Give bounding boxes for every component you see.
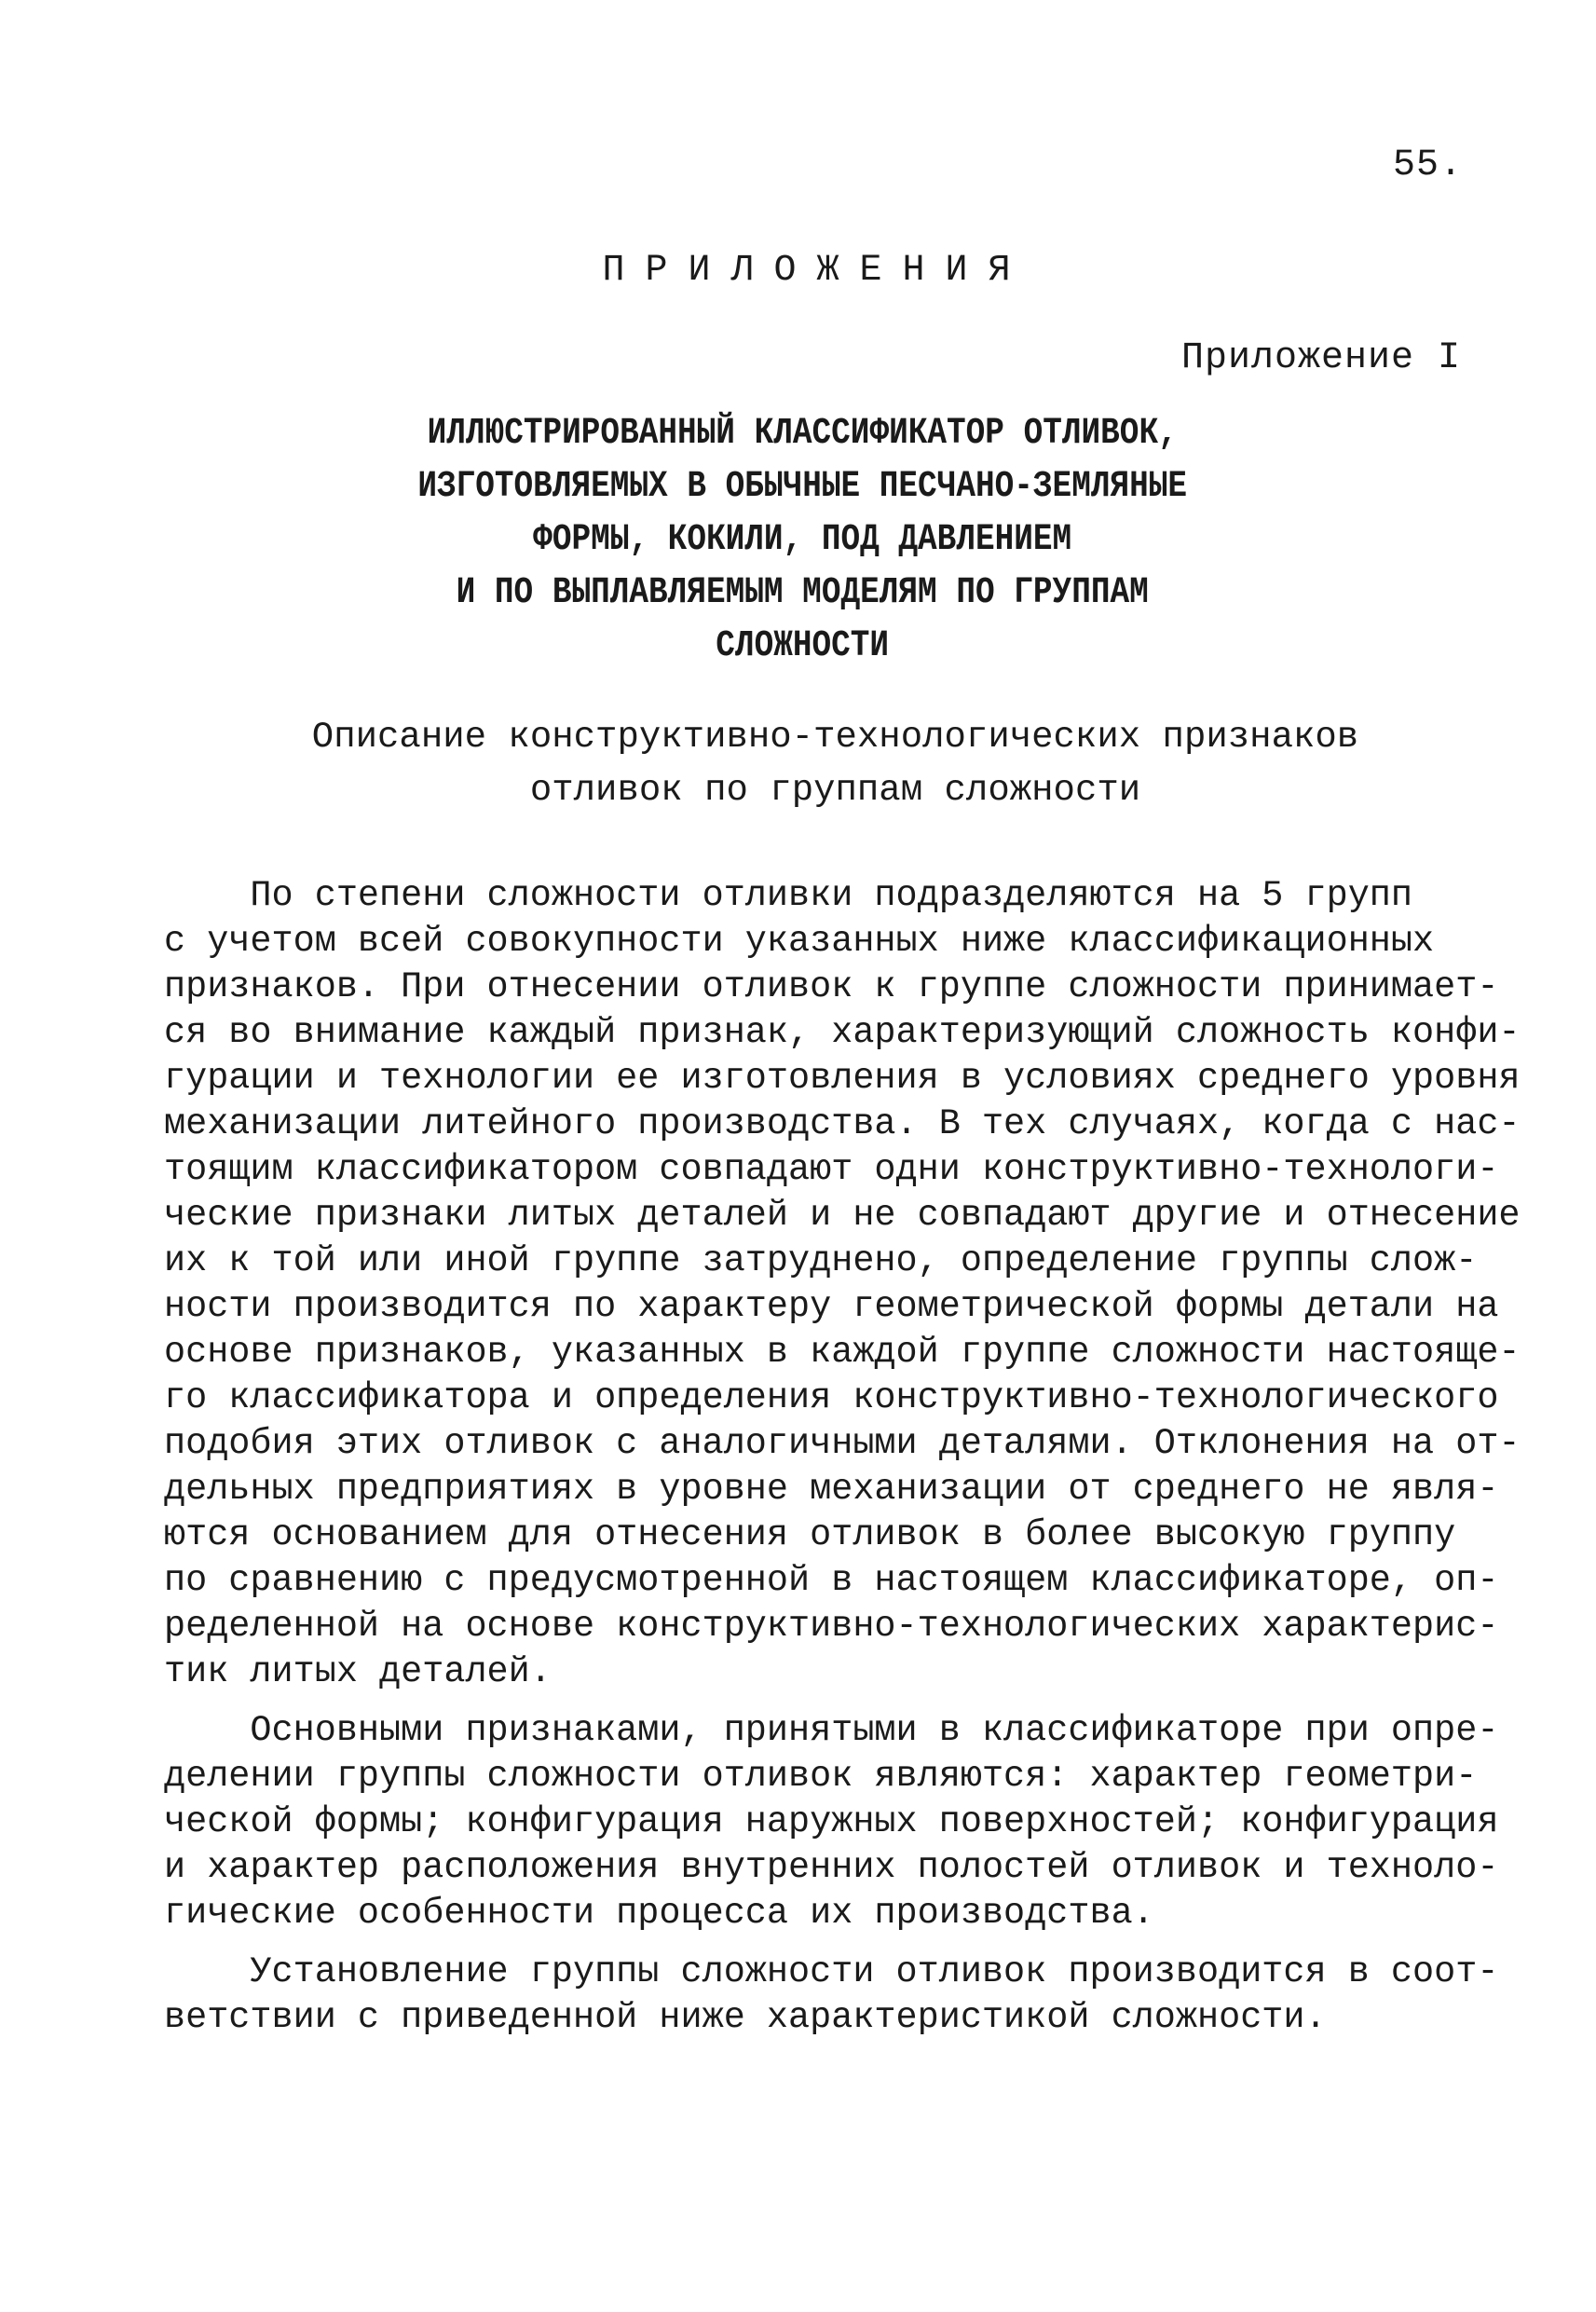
paragraph	[164, 1708, 1499, 1936]
text-line: ся во внимание каждый признак, характеризующий сложность конфи-	[164, 1012, 1521, 1053]
paragraph-gap	[164, 1936, 1496, 1949]
heading-line: СЛОЖНОСТИ	[716, 625, 890, 667]
text-line: тик литых деталей.	[164, 1651, 552, 1692]
text-line: по сравнению с предусмотренной в настоящем классификаторе, оп-	[164, 1560, 1499, 1601]
text-line: тоящим классификатором совпадают одни конструктивно-технологи-	[164, 1149, 1499, 1190]
heading-line: ФОРМЫ, КОКИЛИ, ПОД ДАВЛЕНИЕМ	[533, 519, 1072, 561]
text-line: их к той или иной группе затруднено, определение группы слож-	[164, 1240, 1478, 1281]
text-line: дельных предприятиях в уровне механизации от среднего не явля-	[164, 1469, 1499, 1510]
text-line: го классификатора и определения конструктивно-технологического	[164, 1377, 1499, 1418]
section-title: ПРИЛОЖЕНИЯ	[602, 250, 1031, 292]
subheading-line: Описание конструктивно-технологических признаков	[311, 717, 1359, 758]
subheading-line: отливок по группам сложности	[529, 770, 1141, 811]
text-line: Основными признаками, принятыми в классификаторе при опре-	[164, 1710, 1499, 1751]
heading-line: И ПО ВЫПЛАВЛЯЕМЫМ МОДЕЛЯМ ПО ГРУППАМ	[456, 572, 1149, 614]
text-line: с учетом всей совокупности указанных ниже классификационных	[164, 921, 1435, 962]
document-heading	[116, 407, 1489, 673]
heading-line: ИЛЛЮСТРИРОВАННЫЙ КЛАССИФИКАТОР ОТЛИВОК,	[427, 413, 1178, 455]
text-line: и характер расположения внутренних полостей отливок и техноло-	[164, 1847, 1499, 1888]
appendix-label: Приложение I	[1181, 337, 1462, 379]
text-line: ределенной на основе конструктивно-технологических характерис-	[164, 1606, 1499, 1647]
body-text	[164, 873, 1521, 2041]
text-line: ности производится по характеру геометрической формы детали на	[164, 1286, 1499, 1327]
text-line: ческие признаки литых деталей и не совпадают другие и отнесение	[164, 1195, 1521, 1236]
text-line: ческой формы; конфигурация наружных поверхностей; конфигурация	[164, 1801, 1499, 1842]
text-line: Установление группы сложности отливок производится в соот-	[164, 1951, 1499, 1992]
text-line: механизации литейного производства. В тех случаях, когда с нас-	[164, 1103, 1521, 1144]
paragraph	[164, 1949, 1499, 2041]
text-line: делении группы сложности отливок являются: характер геометри-	[164, 1756, 1478, 1797]
subheading	[0, 711, 1596, 817]
text-line: ются основанием для отнесения отливок в более высокую группу	[164, 1514, 1456, 1555]
text-line: признаков. При отнесении отливок к группе сложности принимает-	[164, 966, 1499, 1007]
paragraph-gap	[164, 1695, 1496, 1708]
text-line: гурации и технологии ее изготовления в условиях среднего уровня	[164, 1058, 1521, 1099]
page-number: 55.	[1393, 144, 1464, 186]
text-line: основе признаков, указанных в каждой группе сложности настояще-	[164, 1332, 1521, 1373]
text-line: подобия этих отливок с аналогичными деталями. Отклонения на от-	[164, 1423, 1521, 1464]
text-line: По степени сложности отливки подразделяются на 5 групп	[164, 875, 1413, 916]
paragraph	[164, 873, 1521, 1695]
text-line: гические особенности процесса их производства.	[164, 1893, 1154, 1934]
heading-line: ИЗГОТОВЛЯЕМЫХ В ОБЫЧНЫЕ ПЕСЧАНО-ЗЕМЛЯНЫЕ	[417, 466, 1188, 508]
text-line: ветствии с приведенной ниже характеристикой сложности.	[164, 1997, 1327, 2038]
